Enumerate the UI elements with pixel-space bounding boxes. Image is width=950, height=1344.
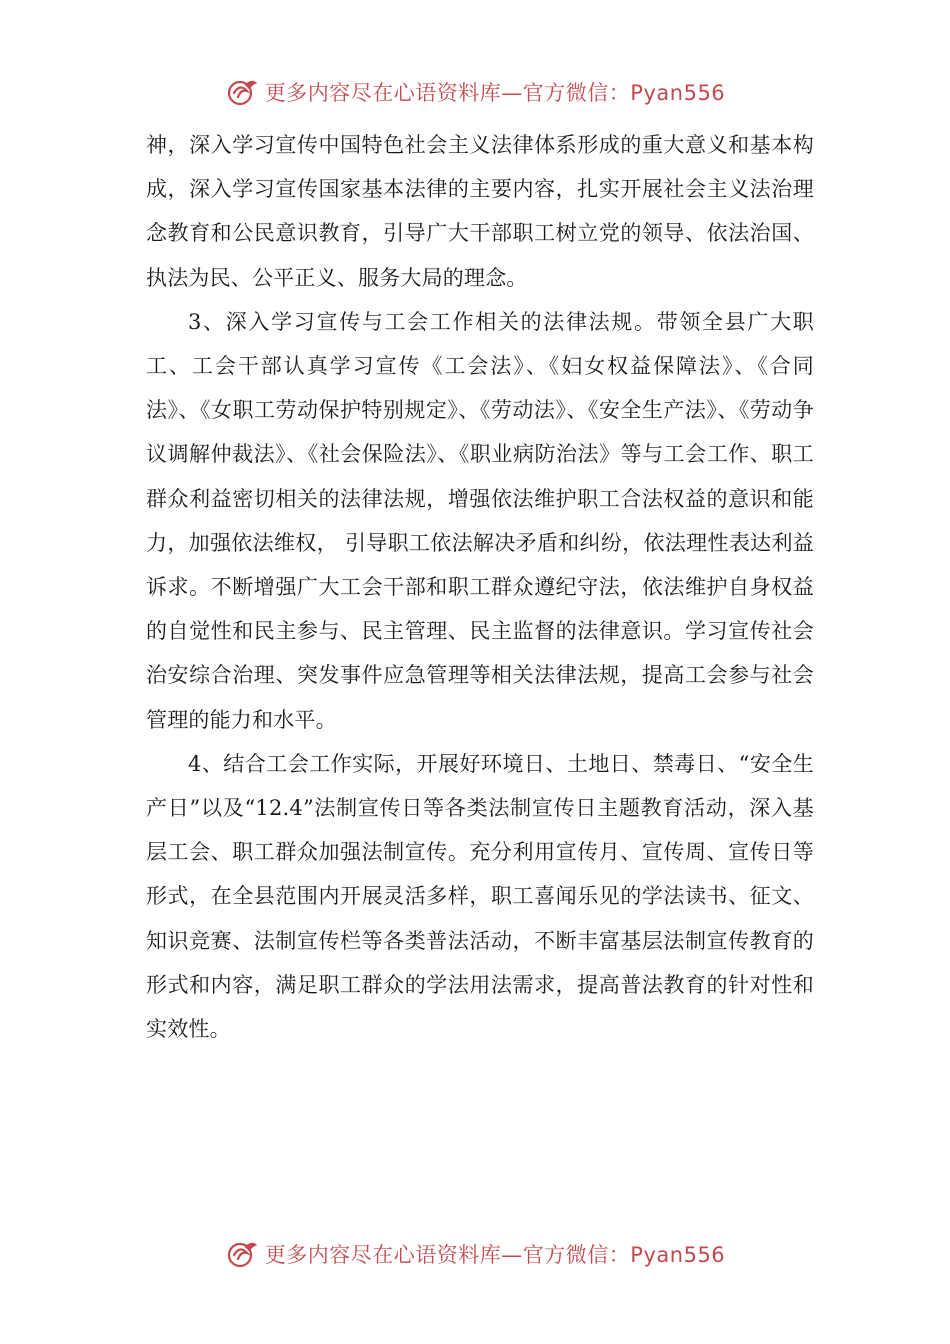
footer-banner-inner bbox=[225, 1237, 725, 1271]
paragraph-continuation: 神，深入学习宣传中国特色社会主义法律体系形成的重大意义和基本构成，深入学习宣传国家基本法律的主要内容，扎实开展社会主义法治理念教育和公民意识教育，引导广大干部职工树立党的领导、依法治国、执法为民、公平正义、服务大局的理念。 bbox=[146, 133, 814, 290]
footer-banner bbox=[0, 1234, 950, 1274]
paragraph-item-4: 4、结合工会工作实际，开展好环境日、土地日、禁毒日、“安全生产日”以及“12.4”法制宣传日等各类法制宣传日主题教育活动，深入基层工会、职工群众加强法制宣传。充分利用宣传月、宣传周、宣传日等形式，在全县范围内开展灵活多样，职工喜闻乐见的学法读书、征文、知识竞赛、法制宣传栏等各类普法活动，不断丰富基层法制宣传教育的形式和内容，满足职工群众的学法用法需求，提高普法教育的针对性和实效性。 bbox=[146, 751, 814, 1042]
swirl-logo-icon bbox=[225, 1237, 259, 1271]
paragraph-item-3: 3、深入学习宣传与工会工作相关的法律法规。带领全县广大职工、工会干部认真学习宣传《工会法》、《妇女权益保障法》、《合同法》、《女职工劳动保护特别规定》、《劳动法》、《安全生产法》、《劳动争议调解仲裁法》、《社会保险法》、《职业病防治法》等与工会工作、职工群众利益密切相关的法律法规，增强依法维护职工合法权益的意识和能力，加强依法维权， 引导职工依法解决矛盾和纠纷，依法理性表达利益诉求。不断增强广大工会干部和职工群众遵纪守法，依法维护自身权益的自觉性和民主参与、民主管理、民主监督的法律意识。学习宣传社会治安综合治理、突发事件应急管理等相关法律法规，提高工会参与社会管理的能力和水平。 bbox=[146, 309, 814, 732]
header-banner-inner bbox=[225, 75, 725, 109]
document-body bbox=[146, 123, 814, 1051]
swirl-logo-icon bbox=[225, 75, 259, 109]
header-banner-text: 更多内容尽在心语资料库—官方微信：Pyan556 bbox=[264, 81, 726, 105]
footer-banner-text: 更多内容尽在心语资料库—官方微信：Pyan556 bbox=[264, 1243, 726, 1267]
header-banner bbox=[0, 72, 950, 112]
